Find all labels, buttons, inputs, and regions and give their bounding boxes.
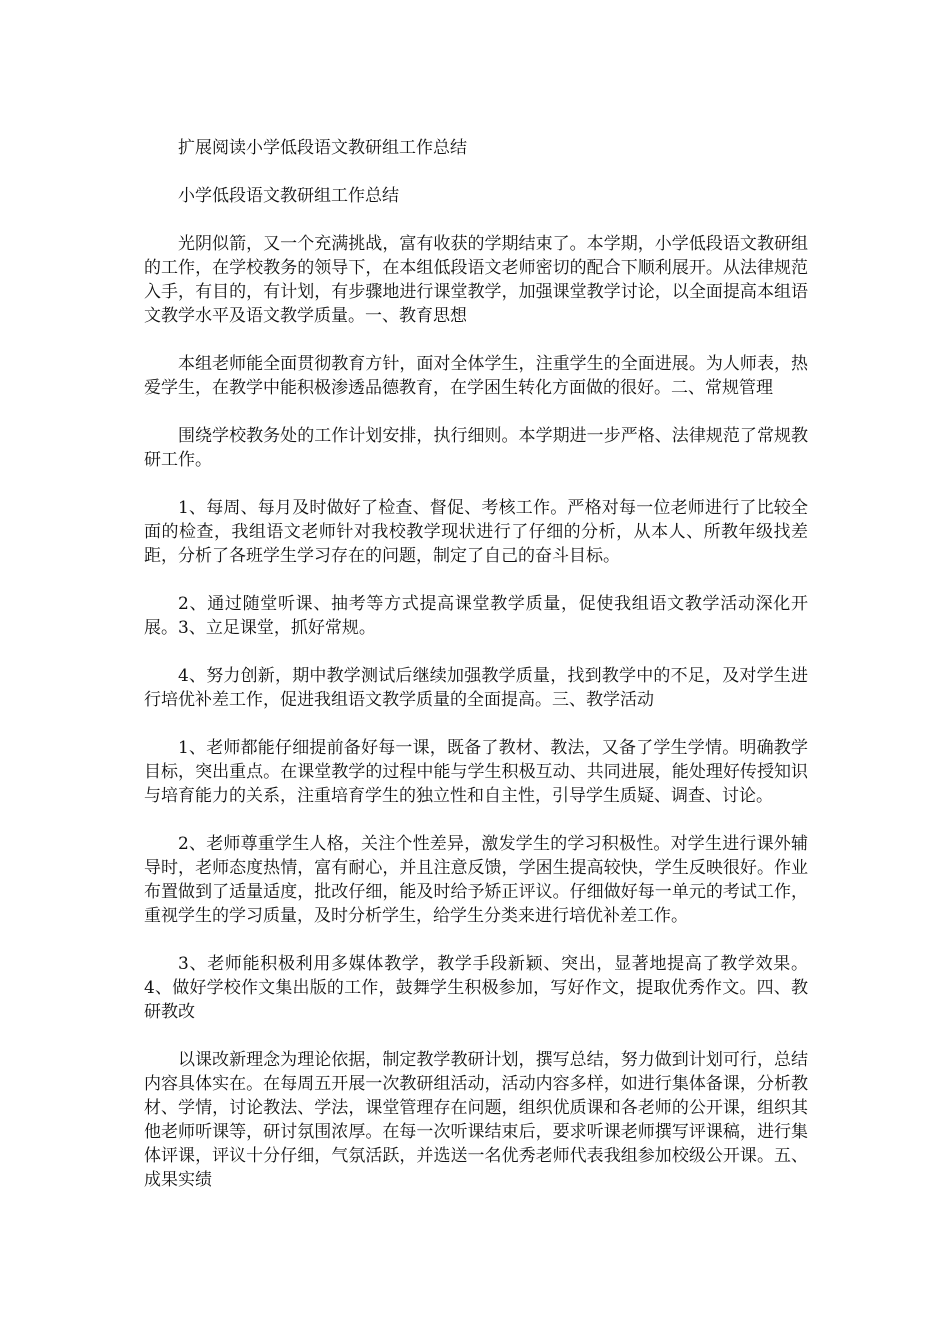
document-body: [144, 136, 808, 1216]
paragraph-student-care: 2、老师尊重学生人格，关注个性差异，激发学生的学习积极性。对学生进行课外辅导时，老师态度热情，富有耐心，并且注意反馈，学困生提高较快，学生反映很好。作业布置做到了适量适度，批改仔细，能及时给予矫正评议。仔细做好每一单元的考试工作，重视学生的学习质量，及时分析学生，给学生分类来进行培优补差工作。: [144, 834, 808, 926]
paragraph-routine-management: 围绕学校教务处的工作计划安排，执行细则。本学期进一步严格、法律规范了常规教研工作。: [144, 426, 808, 470]
paragraph-education-thought: 本组老师能全面贯彻教育方针，面对全体学生，注重学生的全面进展。为人师表，热爱学生，在教学中能积极渗透品德教育，在学困生转化方面做的很好。二、常规管理: [144, 354, 808, 398]
paragraph-lesson-observation: 2、通过随堂听课、抽考等方式提高课堂教学质量，促使我组语文教学活动深化开展。3、立足课堂，抓好常规。: [144, 594, 808, 638]
paragraph-lesson-prep: 1、老师都能仔细提前备好每一课，既备了教材、教法，又备了学生学情。明确教学目标，突出重点。在课堂教学的过程中能与学生积极互动、共同进展，能处理好传授知识与培育能力的关系，注重培育学生的独立性和自主性，引导学生质疑、调查、讨论。: [144, 738, 808, 806]
paragraph-research-reform: 以课改新理念为理论依据，制定教学教研计划，撰写总结，努力做到计划可行，总结内容具体实在。在每周五开展一次教研组活动，活动内容多样，如进行集体备课，分析教材、学情，讨论教法、学法，课堂管理存在问题，组织优质课和各老师的公开课，组织其他老师听课等，研讨氛围浓厚。在每一次听课结束后，要求听课老师撰写评课稿，进行集体评课，评议十分仔细，气氛活跃，并选送一名优秀老师代表我组参加校级公开课。五、成果实绩: [144, 1050, 808, 1190]
paragraph-innovation: 4、努力创新，期中教学测试后继续加强教学质量，找到教学中的不足，及对学生进行培优补差工作，促进我组语文教学质量的全面提高。三、教学活动: [144, 666, 808, 710]
paragraph-multimedia: 3、老师能积极利用多媒体教学，教学手段新颖、突出，显著地提高了教学效果。4、做好学校作文集出版的工作，鼓舞学生积极参加，写好作文，提取优秀作文。四、教研教改: [144, 954, 808, 1022]
paragraph-intro: 光阴似箭，又一个充满挑战，富有收获的学期结束了。本学期，小学低段语文教研组的工作，在学校教务的领导下，在本组低段语文老师密切的配合下顺利展开。从法律规范入手，有目的，有计划，有步骤地进行课堂教学，加强课堂教学讨论，以全面提高本组语文教学水平及语文教学质量。一、教育思想: [144, 234, 808, 326]
paragraph-inspection: 1、每周、每月及时做好了检查、督促、考核工作。严格对每一位老师进行了比较全面的检查，我组语文老师针对我校教学现状进行了仔细的分析，从本人、所教年级找差距，分析了各班学生学习存在的问题，制定了自己的奋斗目标。: [144, 498, 808, 566]
document-heading: 扩展阅读小学低段语文教研组工作总结: [178, 138, 467, 158]
document-title: 小学低段语文教研组工作总结: [178, 186, 399, 206]
